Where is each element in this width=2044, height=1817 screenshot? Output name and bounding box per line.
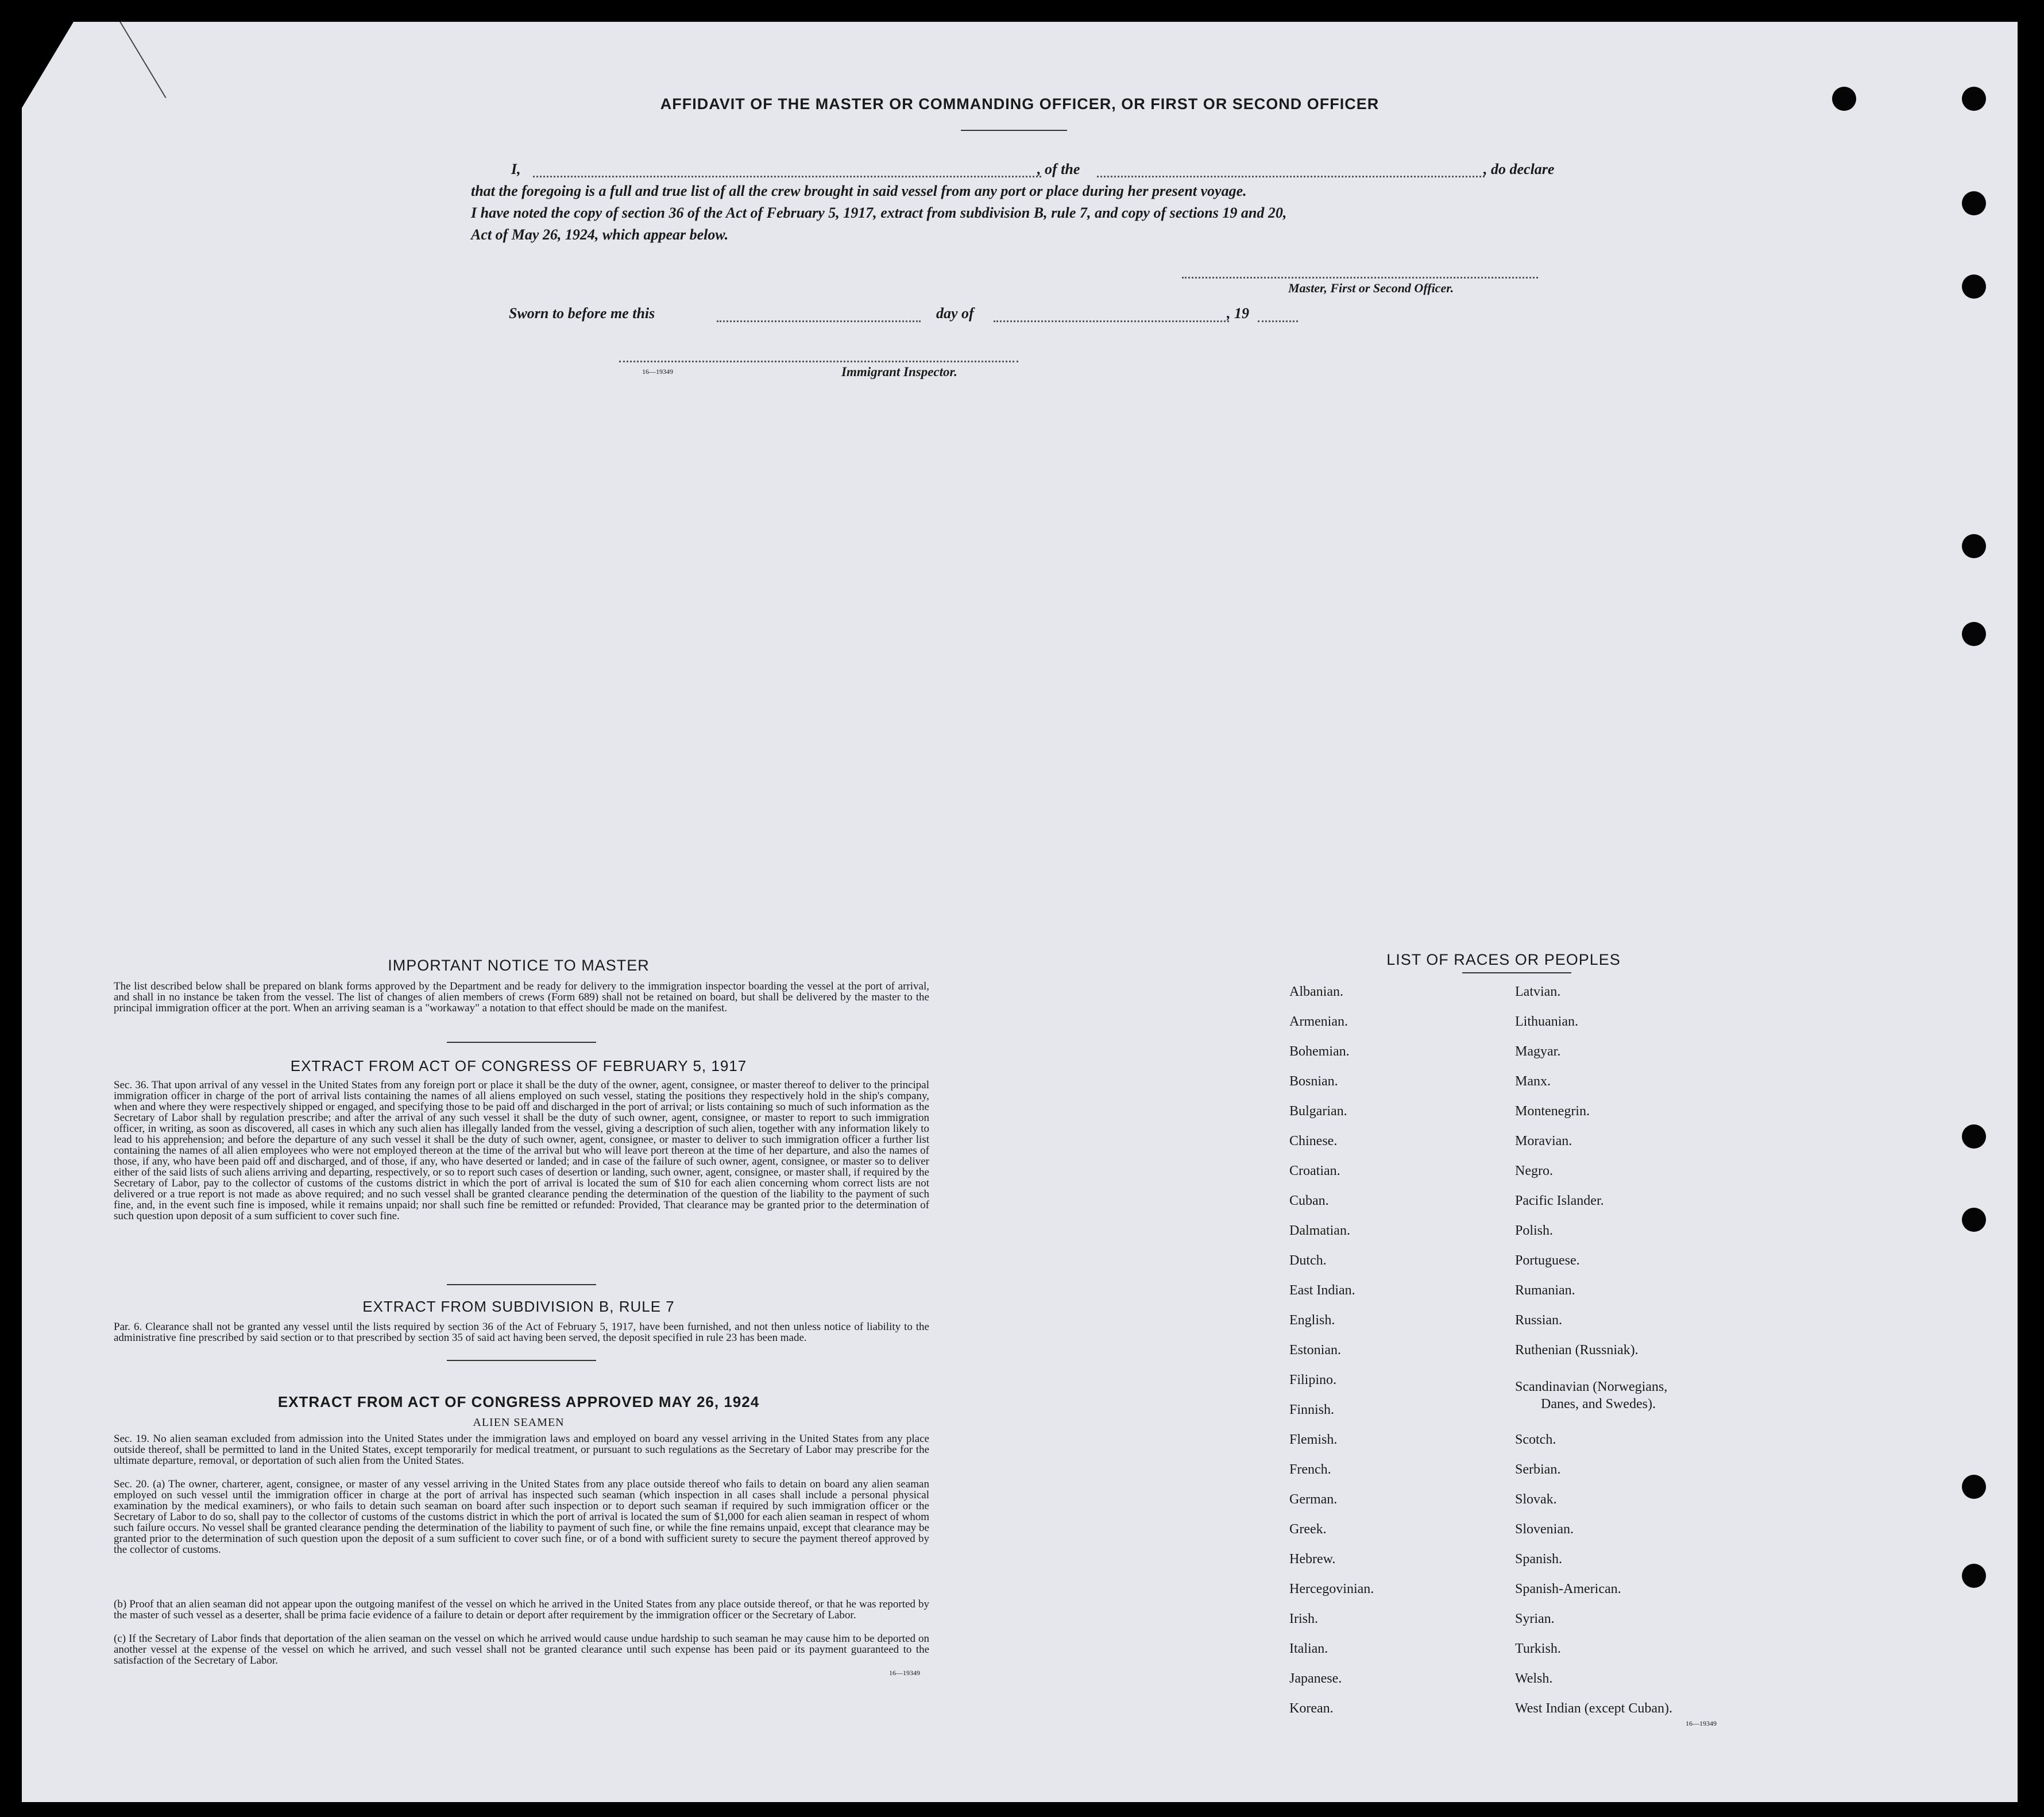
punch-hole bbox=[1962, 1564, 1986, 1588]
race-item: Scandinavian (Norwegians, bbox=[1515, 1379, 1668, 1394]
extract-1924-sec19: Sec. 19. No alien seaman excluded from admission into the United States under the immigration laws and employed on board any vessel arriving in the United States from any place outside thereof, shall be permitted to land in the United States, except temporarily for medical treatment, or pursuant to such regulations as the Secretary of Labor may prescribe for the ultimate departure, removal, or deportation of such alien from the United States. bbox=[114, 1433, 929, 1467]
race-item: Bulgarian. bbox=[1289, 1104, 1347, 1119]
races-title: LIST OF RACES OR PEOPLES bbox=[1386, 951, 1621, 968]
race-item: Japanese. bbox=[1289, 1671, 1342, 1686]
race-item: Hebrew. bbox=[1289, 1552, 1336, 1567]
sworn-day-line[interactable] bbox=[717, 320, 921, 322]
affidavit-i-label: I, bbox=[511, 161, 521, 177]
race-item: German. bbox=[1289, 1492, 1338, 1507]
race-item: Spanish-American. bbox=[1515, 1582, 1621, 1596]
sworn-year-line[interactable] bbox=[1258, 320, 1298, 322]
race-item: Korean. bbox=[1289, 1701, 1334, 1716]
race-item: English. bbox=[1289, 1313, 1335, 1328]
section-divider bbox=[447, 1284, 596, 1285]
punch-hole bbox=[1962, 1208, 1986, 1232]
extract-1924-sec20b: (b) Proof that an alien seaman did not appear upon the outgoing manifest of the vessel on which he arrived in the United States from any place outside thereof, or that he was reported by the master of such vessel as a deserter, shall be prima facie evidence of a failure to detain or deport after requirement by the immigration officer or the Secretary of Labor. bbox=[114, 1598, 929, 1621]
race-item: Moravian. bbox=[1515, 1134, 1572, 1149]
extract-1924-title: EXTRACT FROM ACT OF CONGRESS APPROVED MAY 26, 1924 bbox=[277, 1393, 760, 1410]
race-item: Danes, and Swedes). bbox=[1541, 1397, 1656, 1412]
race-item: Albanian. bbox=[1289, 984, 1343, 999]
races-title-underline bbox=[1462, 972, 1571, 973]
fold-crease bbox=[119, 21, 167, 98]
race-item: Cuban. bbox=[1289, 1193, 1329, 1208]
race-item: Bohemian. bbox=[1289, 1044, 1350, 1059]
race-item: Italian. bbox=[1289, 1641, 1328, 1656]
punch-hole bbox=[1962, 534, 1986, 558]
do-declare-label: , do declare bbox=[1483, 161, 1555, 177]
extract-1924-subtitle: ALIEN SEAMEN bbox=[473, 1416, 565, 1429]
vessel-field-line[interactable] bbox=[1097, 176, 1485, 177]
race-item: Irish. bbox=[1289, 1611, 1318, 1626]
race-item: Bosnian. bbox=[1289, 1074, 1338, 1089]
race-item: Greek. bbox=[1289, 1522, 1327, 1537]
section-divider bbox=[447, 1360, 596, 1361]
affidavit-title: AFFIDAVIT OF THE MASTER OR COMMANDING OFFICER, OR FIRST OR SECOND OFFICER bbox=[660, 95, 1380, 113]
race-item: Slovak. bbox=[1515, 1492, 1557, 1507]
of-the-label: , of the bbox=[1037, 161, 1080, 177]
race-item: Portuguese. bbox=[1515, 1253, 1580, 1268]
race-item: Manx. bbox=[1515, 1074, 1551, 1089]
race-item: Croatian. bbox=[1289, 1163, 1340, 1178]
punch-hole bbox=[1962, 191, 1986, 215]
signature-line[interactable] bbox=[1182, 277, 1538, 279]
affidavit-line-3: I have noted the copy of section 36 of the Act of February 5, 1917, extract from subdivision B, rule 7, and copy of sections 19 and 20, bbox=[471, 204, 1287, 221]
race-item: Welsh. bbox=[1515, 1671, 1553, 1686]
year-label: , 19 bbox=[1227, 305, 1249, 322]
punch-hole bbox=[1962, 622, 1986, 646]
race-item: French. bbox=[1289, 1462, 1331, 1477]
race-item: Magyar. bbox=[1515, 1044, 1561, 1059]
race-item: Spanish. bbox=[1515, 1552, 1563, 1567]
race-item: Filipino. bbox=[1289, 1373, 1337, 1387]
name-field-line[interactable] bbox=[533, 176, 1041, 177]
document-sheet bbox=[22, 22, 2018, 1802]
sworn-label: Sworn to before me this bbox=[509, 305, 655, 322]
title-underline bbox=[961, 130, 1067, 131]
signature-label: Master, First or Second Officer. bbox=[1288, 281, 1454, 295]
race-item: Latvian. bbox=[1515, 984, 1561, 999]
race-item: Slovenian. bbox=[1515, 1522, 1574, 1537]
punch-hole bbox=[1962, 275, 1986, 299]
extract-1917-title: EXTRACT FROM ACT OF CONGRESS OF FEBRUARY 5, 1917 bbox=[290, 1057, 747, 1074]
race-item: Estonian. bbox=[1289, 1343, 1341, 1358]
race-item: Polish. bbox=[1515, 1223, 1554, 1238]
day-of-label: day of bbox=[936, 305, 974, 322]
race-item: Hercegovinian. bbox=[1289, 1582, 1374, 1596]
race-item: Serbian. bbox=[1515, 1462, 1561, 1477]
affidavit-line-2: that the foregoing is a full and true list of all the crew brought in said vessel from any port or place during her present voyage. bbox=[471, 183, 1247, 199]
race-item: West Indian (except Cuban). bbox=[1515, 1701, 1672, 1716]
race-item: Ruthenian (Russniak). bbox=[1515, 1343, 1639, 1358]
sworn-month-line[interactable] bbox=[994, 320, 1229, 322]
race-item: Chinese. bbox=[1289, 1134, 1338, 1149]
subdivision-b-title: EXTRACT FROM SUBDIVISION B, RULE 7 bbox=[362, 1298, 675, 1315]
race-item: Armenian. bbox=[1289, 1014, 1348, 1029]
subdivision-b-text: Par. 6. Clearance shall not be granted any vessel until the lists required by section 36 of the Act of February 5, 1917, have been furnished, and not then unless notice of liability to the administrative fine prescribed by said section or to that prescribed by section 35 of said act having been served, the deposit specified in rule 23 has been made. bbox=[114, 1321, 929, 1344]
race-item: Montenegrin. bbox=[1515, 1104, 1590, 1119]
extract-1924-sec20a: Sec. 20. (a) The owner, charterer, agent, consignee, or master of any vessel arriving in the United States from any place outside thereof who fails to detain on board any alien seaman employed on such vessel until the immigration officer in charge at the port of arrival has inspected such seaman (which inspection in all cases shall include a personal physical examination by the medical examiners), or who fails to detain such seaman on board after such inspection or to deport such seaman if required by such immigration officer or the Secretary of Labor to do so, shall pay to the collector of customs of the customs district in which the port of arrival is located the sum of $1,000 for each alien seaman in respect of whom such failure occurs. No vessel shall be granted clearance pending the determination of the liability to payment of such fine, or while the fine remains unpaid, except that clearance may be granted prior to the determination of such question upon the deposit of a sum sufficient to cover such fine, or of a bond with sufficient surety to secure the payment thereof approved by the collector of customs. bbox=[114, 1478, 929, 1556]
inspector-line[interactable] bbox=[619, 361, 1018, 362]
affidavit-line-4: Act of May 26, 1924, which appear below. bbox=[471, 226, 729, 243]
race-item: Pacific Islander. bbox=[1515, 1193, 1604, 1208]
section-divider bbox=[447, 1042, 596, 1043]
race-item: Syrian. bbox=[1515, 1611, 1555, 1626]
race-item: Russian. bbox=[1515, 1313, 1563, 1328]
race-item: Scotch. bbox=[1515, 1432, 1556, 1447]
punch-hole bbox=[1962, 1124, 1986, 1149]
race-item: Flemish. bbox=[1289, 1432, 1338, 1447]
race-item: Rumanian. bbox=[1515, 1283, 1575, 1298]
inspector-label: Immigrant Inspector. bbox=[841, 365, 957, 379]
race-item: Finnish. bbox=[1289, 1402, 1335, 1417]
notice-text: The list described below shall be prepared on blank forms approved by the Department and be ready for delivery to the immigration inspector boarding the vessel at the port of arrival, and shall in no instance be taken from the vessel. The list of changes of alien members of crews (Form 689) shall not be retained on board, but shall be delivered by the master to the principal immigration officer at the port. When an arriving seaman is a "workaway" a notation to that effect should be made on the manifest. bbox=[114, 980, 929, 1014]
race-item: Dalmatian. bbox=[1289, 1223, 1350, 1238]
race-item: Dutch. bbox=[1289, 1253, 1327, 1268]
form-number: 16—19349 bbox=[1686, 1719, 1717, 1727]
race-item: Turkish. bbox=[1515, 1641, 1561, 1656]
form-number: 16—19349 bbox=[889, 1669, 920, 1677]
race-item: Negro. bbox=[1515, 1163, 1553, 1178]
extract-1924-sec20c: (c) If the Secretary of Labor finds that deportation of the alien seaman on the vessel on which he arrived would cause undue hardship to such seaman he may cause him to be deported on another vessel at the expense of the vessel on which he arrived, and such vessel shall not be granted clearance until such expense has been paid or its payment guaranteed to the satisfaction of the Secretary of Labor. bbox=[114, 1633, 929, 1667]
race-item: East Indian. bbox=[1289, 1283, 1355, 1298]
punch-hole bbox=[1962, 1475, 1986, 1499]
race-item: Lithuanian. bbox=[1515, 1014, 1578, 1029]
notice-title: IMPORTANT NOTICE TO MASTER bbox=[388, 957, 650, 974]
extract-1917-text: Sec. 36. That upon arrival of any vessel in the United States from any foreign port or place it shall be the duty of the owner, agent, consignee, or master thereof to deliver to the principal immigration officer in charge of the port of arrival lists containing the names of all aliens employed on such vessel, stating the positions they respectively hold in the ship's company, when and where they were respectively shipped or engaged, and specifying those to be paid off and discharged in the port of arrival; or lists containing so much of such information as the Secretary of Labor shall by regulation prescribe; and after the arrival of any such vessel it shall be the duty of such owner, agent, consignee, or master to report to such immigration officer, in writing, as soon as discovered, all cases in which any such alien has illegally landed from the vessel, giving a description of such alien, together with any information likely to lead to his apprehension; and before the departure of any such vessel it shall be the duty of such owner, agent, consignee, or master to deliver to such immigration officer a further list containing the names of all alien employees who were not employed thereon at the time of the arrival but who will leave port thereon at the time of her departure, and also the names of those, if any, who have been paid off and discharged, and of those, if any, who have deserted or landed; and in case of the failure of such owner, agent, consignee, or master so to deliver either of the said lists of such aliens arriving and departing, respectively, or so to report such cases of desertion or landing, such owner, agent, consignee, or master shall, if required by the Secretary of Labor, pay to the collector of customs of the customs district in which the port of arrival is located the sum of $10 for each alien concerning whom correct lists are not delivered or a true report is not made as above required; and no such vessel shall be granted clearance pending the determination of the question of the liability to the payment of such fine, and, in the event such fine is imposed, while it remains unpaid; nor shall such fine be remitted or refunded: Provided, That clearance may be granted prior to the determination of such question upon deposit of a sum sufficient to cover such fine. bbox=[114, 1079, 929, 1222]
form-number: 16—19349 bbox=[642, 368, 673, 376]
